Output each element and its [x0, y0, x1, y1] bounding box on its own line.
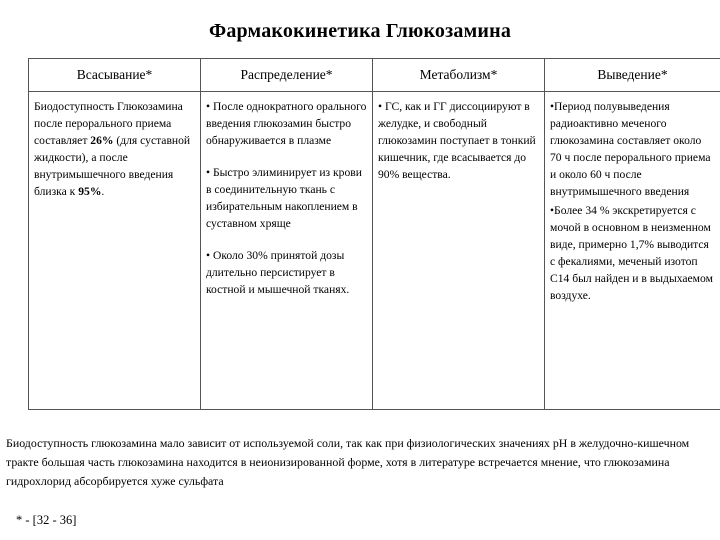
absorption-im-value: 95%: [78, 185, 102, 198]
absorption-text-part: (для суставной жидкости), а после внутримышечного введения близка к: [34, 134, 191, 198]
reference-footnote: * - [32 - 36]: [16, 513, 77, 527]
distribution-item: • Быстро элиминирует из крови в соединительную ткань с избирательным накоплением в суставном хряще: [206, 166, 362, 230]
excretion-item: •Более 34 % экскретируется с мочой в основном в неизменном виде, примерно 1,7% выводится с фекалиями, меченый изотоп С14 был найден и в выдыхаемом воздухе.: [550, 204, 713, 302]
metabolism-item: • ГС, как и ГГ диссоциируют в желудке, и свободный глюкозамин поступает в тонкий кишечник, где всасывается до 90% вещества.: [378, 100, 536, 181]
absorption-oral-value: 26%: [90, 134, 114, 147]
metabolism-cell: [373, 92, 545, 410]
distribution-item: • Около 30% принятой дозы длительно персистирует в костной и мышечной тканях.: [206, 249, 350, 296]
header-excretion: Выведение*: [545, 59, 720, 92]
absorption-text-part: Биодоступность Глюкозамина после перорального приема составляет: [34, 100, 183, 147]
table-body-row: [29, 92, 720, 410]
table-header-row: [29, 59, 720, 92]
distribution-item: • После однократного орального введения глюкозамин быстро обнаруживается в плазме: [206, 100, 367, 147]
distribution-cell: [201, 92, 373, 410]
header-distribution: Распределение*: [201, 59, 373, 92]
absorption-text-part: .: [101, 185, 105, 198]
absorption-text: [29, 92, 200, 204]
header-absorption: Всасывание*: [29, 59, 201, 92]
slide-title: Фармакокинетика Глюкозамина: [208, 20, 512, 42]
absorption-cell: [29, 92, 201, 410]
bioavailability-note: Биодоступность глюкозамина мало зависит от используемой соли, так как при физиологических значениях рН в желудочно-кишечном тракте большая часть глюкозамина находится в неионизированной форме, хотя в литературе встречается мнение, что глюкозамина гидрохлорид абсорбируется хуже сульфата: [6, 436, 690, 488]
pharmacokinetics-table: [28, 58, 720, 410]
excretion-cell: [545, 92, 720, 410]
header-metabolism: Метаболизм*: [373, 59, 545, 92]
excretion-item: •Период полувыведения радиоактивно меченого глюкозамина составляет около 70 ч после перорального приема и около 60 ч после внутримышечного введения: [550, 100, 711, 198]
